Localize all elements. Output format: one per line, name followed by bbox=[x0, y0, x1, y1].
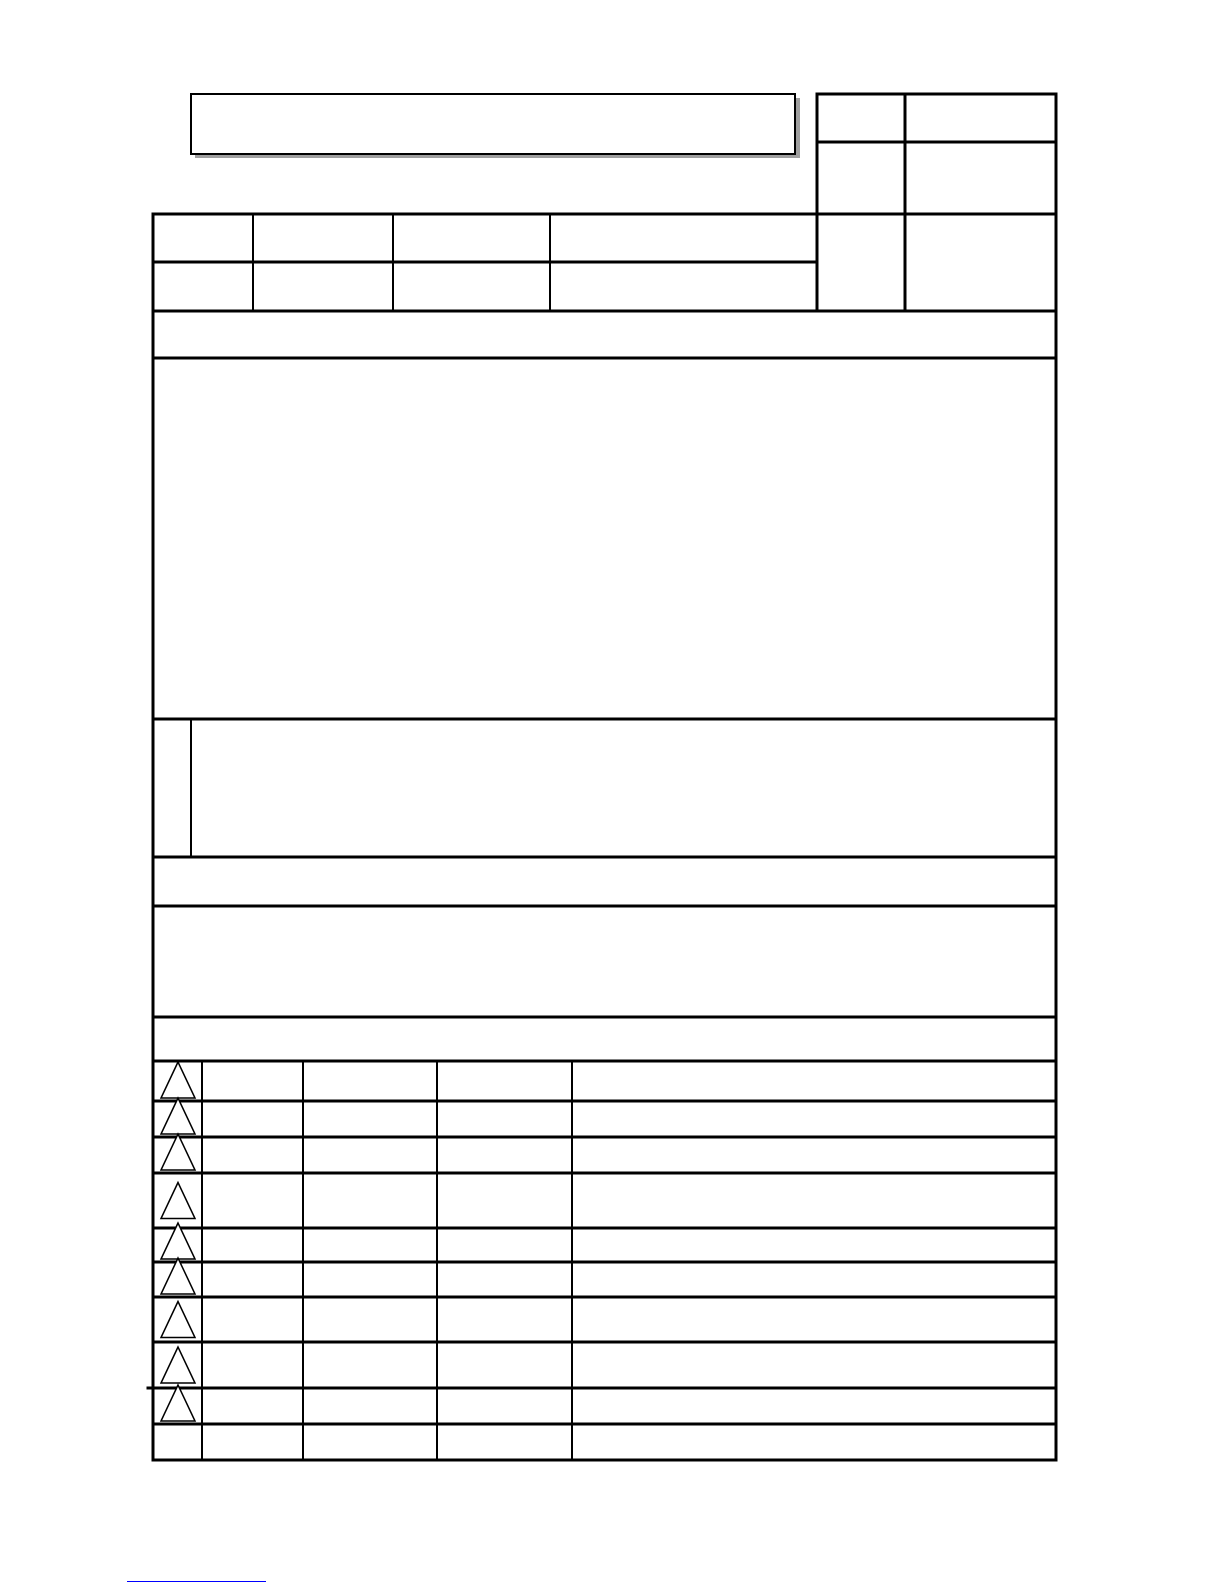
revision-cell bbox=[437, 1342, 572, 1388]
header-cell bbox=[393, 262, 550, 311]
revision-cell bbox=[572, 1061, 1056, 1101]
revision-cell bbox=[202, 1228, 303, 1262]
approval-cell-2-value bbox=[905, 142, 1056, 214]
revision-cell bbox=[303, 1228, 437, 1262]
revision-cell bbox=[303, 1262, 437, 1297]
revision-row bbox=[153, 1424, 1056, 1460]
revision-cell bbox=[202, 1388, 303, 1424]
approval-cell-3-label bbox=[817, 214, 905, 311]
section-body-2 bbox=[191, 719, 1056, 857]
revision-cell bbox=[303, 1101, 437, 1137]
approval-cell-1-label bbox=[817, 94, 905, 142]
revision-cell bbox=[572, 1137, 1056, 1173]
header-cell bbox=[550, 262, 817, 311]
revision-cell bbox=[303, 1424, 437, 1460]
section-header-3 bbox=[153, 1017, 1056, 1061]
section-header-2 bbox=[153, 857, 1056, 906]
section-body-1 bbox=[153, 358, 1056, 719]
side-label-cell bbox=[153, 719, 191, 857]
revision-cell bbox=[572, 1424, 1056, 1460]
revision-cell bbox=[437, 1137, 572, 1173]
revision-row bbox=[153, 1342, 1056, 1388]
revision-cell bbox=[437, 1173, 572, 1228]
footer-link[interactable] bbox=[127, 1569, 266, 1582]
revision-cell bbox=[572, 1173, 1056, 1228]
approval-cell-2-label bbox=[817, 142, 905, 214]
revision-row bbox=[153, 1297, 1056, 1342]
header-cell bbox=[253, 262, 393, 311]
revision-cell bbox=[202, 1342, 303, 1388]
revision-marker-cell bbox=[153, 1424, 202, 1460]
revision-cell bbox=[572, 1297, 1056, 1342]
form-sections bbox=[153, 311, 1056, 1061]
section-header-1 bbox=[153, 311, 1056, 358]
header-cell bbox=[253, 214, 393, 262]
revision-cell bbox=[303, 1342, 437, 1388]
revision-cell bbox=[437, 1297, 572, 1342]
approval-block bbox=[817, 94, 1056, 311]
revision-cell bbox=[303, 1137, 437, 1173]
revision-cell bbox=[572, 1388, 1056, 1424]
revision-cell bbox=[437, 1101, 572, 1137]
revision-cell bbox=[437, 1388, 572, 1424]
revision-cell bbox=[303, 1173, 437, 1228]
revision-row bbox=[153, 1061, 1056, 1101]
revision-cell bbox=[437, 1061, 572, 1101]
revision-cell bbox=[202, 1262, 303, 1297]
revision-cell bbox=[303, 1297, 437, 1342]
revision-cell bbox=[202, 1061, 303, 1101]
approval-cell-1-value bbox=[905, 94, 1056, 142]
revision-cell bbox=[437, 1424, 572, 1460]
header-cell bbox=[550, 214, 817, 262]
revision-cell bbox=[202, 1137, 303, 1173]
revision-cell bbox=[202, 1424, 303, 1460]
revision-row bbox=[153, 1228, 1056, 1262]
revision-cell bbox=[572, 1262, 1056, 1297]
revision-cell bbox=[572, 1228, 1056, 1262]
header-cell bbox=[153, 262, 253, 311]
revision-cell bbox=[437, 1228, 572, 1262]
revision-row bbox=[153, 1388, 1056, 1424]
revision-cell bbox=[572, 1342, 1056, 1388]
revision-row bbox=[153, 1262, 1056, 1297]
revision-row bbox=[153, 1173, 1056, 1228]
revision-cell bbox=[202, 1173, 303, 1228]
revision-cell bbox=[303, 1061, 437, 1101]
title-box-frame bbox=[191, 94, 795, 154]
revision-cell bbox=[202, 1297, 303, 1342]
revision-cell bbox=[202, 1101, 303, 1137]
revision-cell bbox=[437, 1262, 572, 1297]
title-box bbox=[191, 94, 800, 158]
approval-cell-3-value bbox=[905, 214, 1056, 311]
revision-row bbox=[153, 1101, 1056, 1137]
header-cell bbox=[393, 214, 550, 262]
revision-row bbox=[153, 1137, 1056, 1173]
revision-cell bbox=[303, 1388, 437, 1424]
section-body-3 bbox=[153, 906, 1056, 1017]
header-cell bbox=[153, 214, 253, 262]
revision-cell bbox=[572, 1101, 1056, 1137]
